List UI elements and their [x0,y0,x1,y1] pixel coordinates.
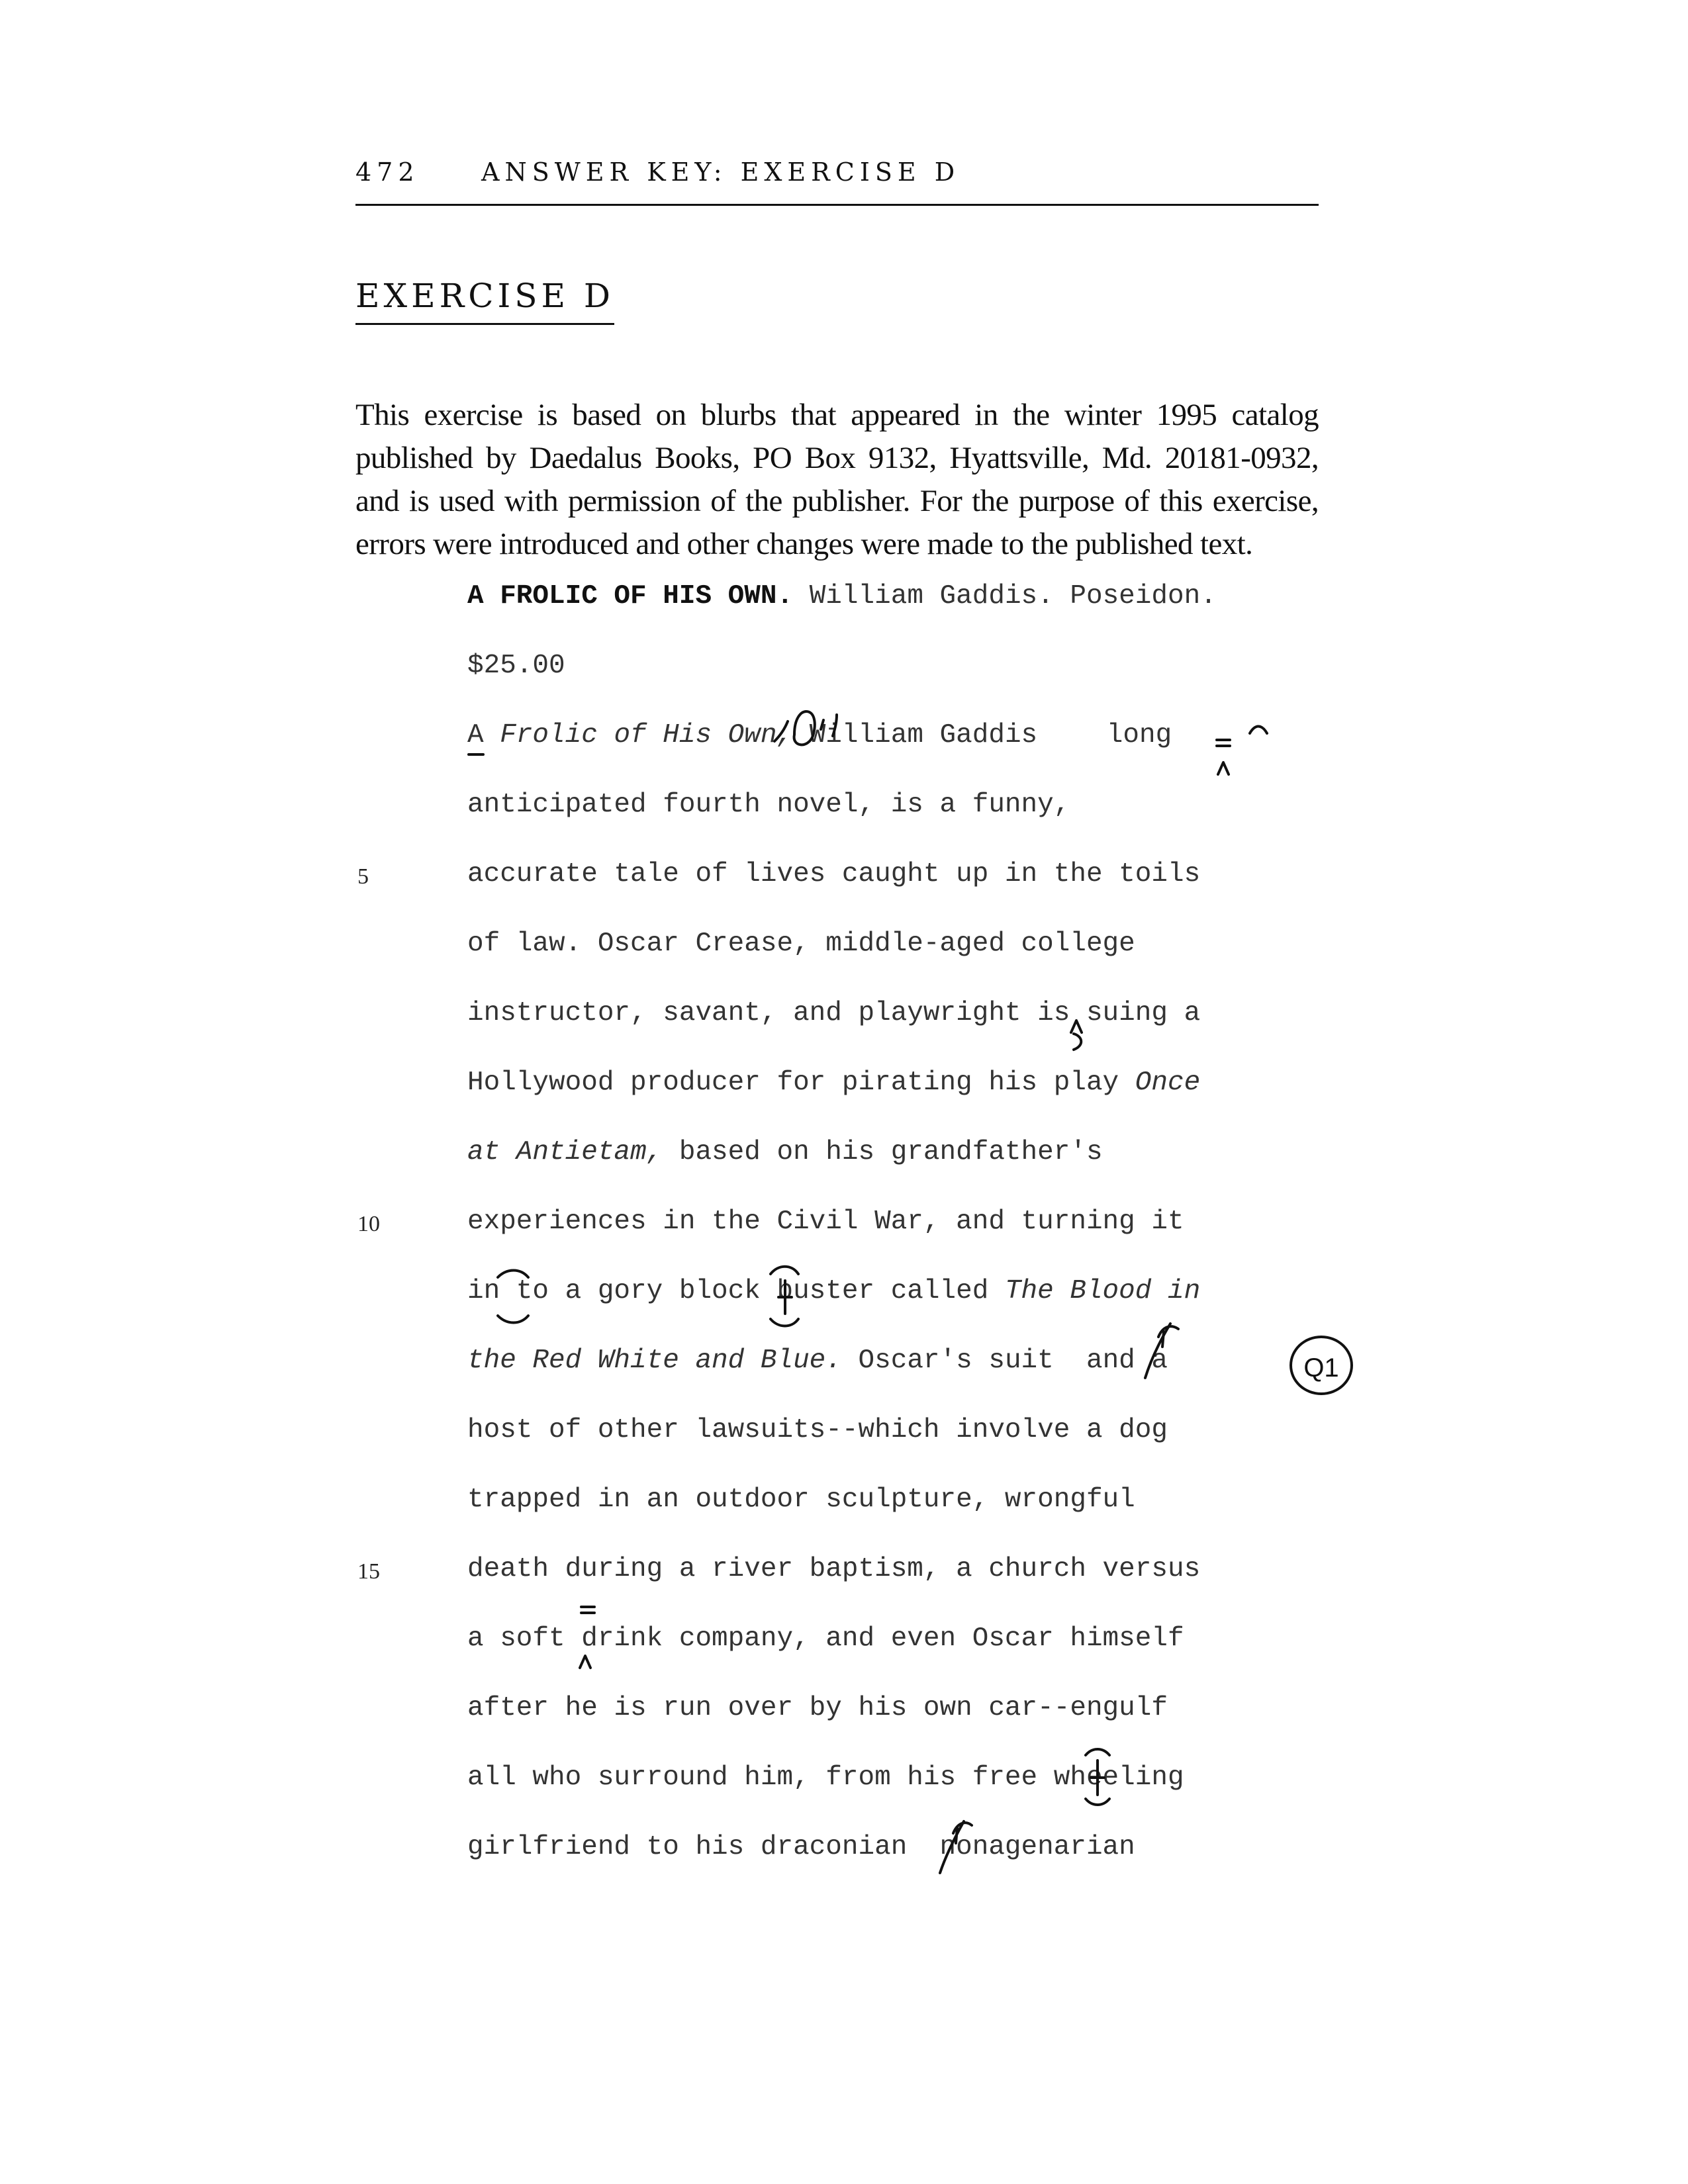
caret-mark [1218,762,1229,774]
query-annotation: Q1 [1289,1336,1353,1395]
line11-italic: The Blood in [1004,1276,1201,1306]
caret-mark [580,1656,590,1668]
manuscript-line-13: host of other lawsuits--which involve a dog [467,1415,1168,1445]
caret-mark [774,721,788,741]
manuscript-line-16: a soft drink company, and even Oscar himself [467,1623,1184,1654]
line-number-15: 15 [357,1559,380,1584]
book-title: A FROLIC OF HIS OWN. [467,581,794,612]
manuscript-line-15: death during a river baptism, a church versus [467,1554,1201,1584]
manuscript-line-19: girlfriend to his draconian nonagenarian [467,1832,1135,1862]
delete-space-mark [778,1281,792,1314]
line8-italic: Once [1135,1068,1201,1098]
book-credit: William Gaddis. Poseidon. [793,581,1217,612]
line12-italic: the Red White and Blue. [467,1345,842,1376]
manuscript-line-18: all who surround him, from his free wheeling [467,1762,1184,1793]
hyphen-mark [581,1607,594,1613]
close-up-mark [1086,1749,1109,1755]
manuscript-line-6: of law. Oscar Crease, middle-aged college [467,929,1135,959]
line3-title: Frolic of His Own, [500,720,794,751]
hyphen-mark [1217,740,1230,746]
close-up-mark [498,1271,528,1278]
line12-text: Oscar's suit and a [841,1345,1168,1376]
manuscript-line-5: accurate tale of lives caught up in the toils [467,859,1201,889]
running-title: ANSWER KEY: EXERCISE D [481,158,961,187]
manuscript-line-7: instructor, savant, and playwright is suing a [467,998,1201,1028]
manuscript-line-17: after he is run over by his own car--engulf [467,1693,1168,1723]
line11-text: in to a gory block buster called [467,1276,1005,1306]
manuscript-line-4: anticipated fourth novel, is a funny, [467,790,1070,820]
close-up-mark [771,1267,798,1274]
comma-mark [1074,1034,1081,1050]
close-up-mark [1250,727,1267,734]
manuscript-line-14: trapped in an outdoor sculpture, wrongful [467,1484,1135,1515]
manuscript-line-10: experiences in the Civil War, and turning it [467,1206,1184,1237]
delete-space-mark [1091,1760,1104,1795]
line3-author: William Gaddis [793,720,1038,751]
line9-italic: at Antietam, [467,1137,663,1167]
line-number-5: 5 [357,864,369,889]
exercise-heading: EXERCISE D [355,277,614,325]
line9-text: based on his grandfather's [663,1137,1103,1167]
manuscript-line-2: $25.00 [467,651,565,681]
slash-mark [940,1821,964,1873]
caret-mark [1071,1021,1082,1032]
line-number-10: 10 [357,1212,380,1236]
line3-article: A [467,720,484,751]
apostrophe-s-mark [794,711,815,745]
page-number: 472 [355,158,420,187]
slash-mark [1145,1324,1170,1378]
line8-text: Hollywood producer for pirating his play [467,1068,1135,1098]
intro-paragraph: This exercise is based on blurbs that appeared in the winter 1995 catalog published by Daedalus Books, PO Box 9132, Hyattsville, Md. 20181-0932, and is used with permission of the publisher. For the purpose of this exercise, errors were introduced and other changes were made to the published text. [355,398,1319,561]
line3-long: long [1090,720,1172,751]
